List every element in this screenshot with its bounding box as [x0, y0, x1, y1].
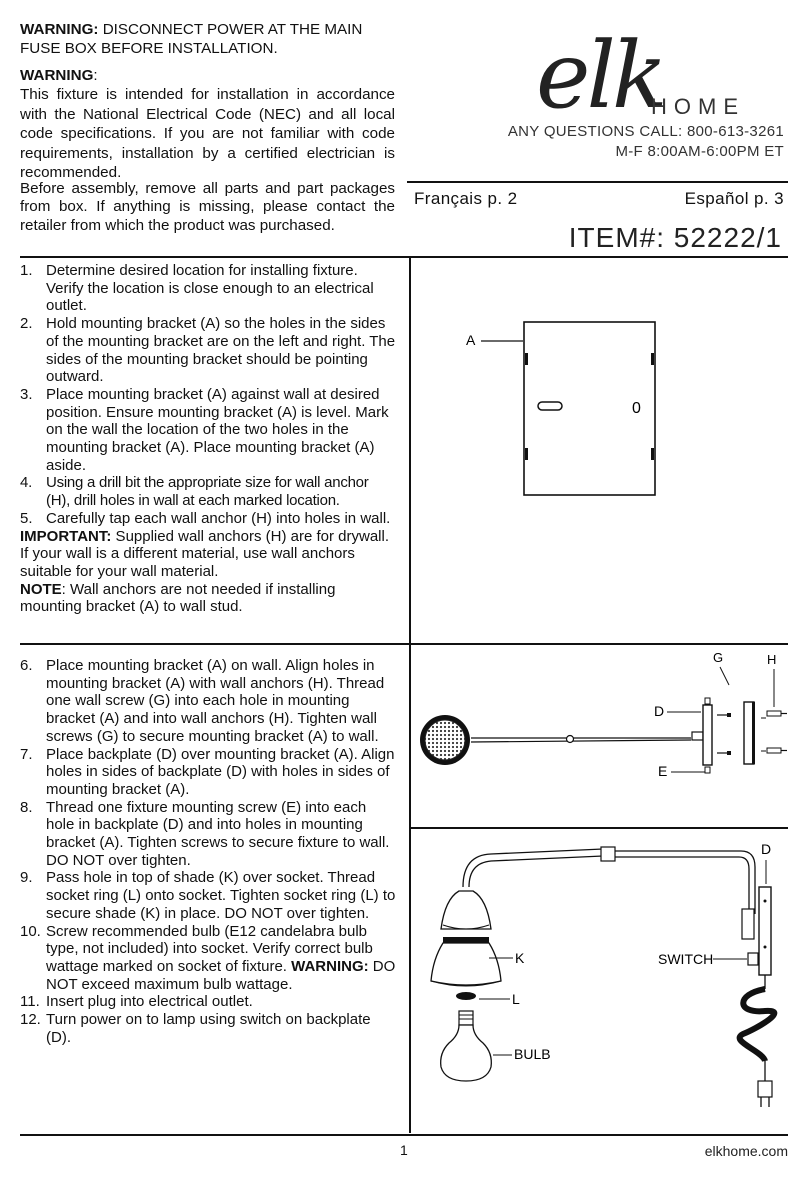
backplate — [703, 705, 712, 765]
step-item: 1. Determine desired location for installing fixture. Verify the location is close enough to an electrical outlet. — [20, 262, 374, 315]
bracket-slot — [538, 402, 562, 410]
label-switch: SWITCH — [658, 951, 714, 967]
step-item: 5. Carefully tap each wall anchor (H) into holes in wall. — [20, 509, 391, 527]
footer-divider — [20, 1134, 788, 1136]
plug — [758, 1081, 772, 1107]
warning-code: WARNING: This fixture is intended for installation in accordance with the National Electrical Code (NEC) and all local code specifications. If you are not familiar with code requirements, installation by a certified electrician is recommended. — [20, 67, 395, 182]
french-link[interactable]: Français p. 2 — [414, 189, 518, 208]
label-bulb: BULB — [514, 1046, 551, 1062]
steps-section-2 — [20, 657, 396, 1046]
step-item: 8. Thread one fixture mounting screw (E) into each hole in backplate (D) and into holes in mounting bracket (A). Tighten screws to secure fixture to wall. DO NOT over tighten. — [20, 798, 390, 869]
bulb — [441, 1011, 492, 1081]
label-l: L — [512, 991, 520, 1007]
contact-phone: ANY QUESTIONS CALL: 800-613-3261 — [507, 123, 784, 140]
label-d: D — [654, 703, 665, 719]
warning-disconnect — [20, 20, 395, 58]
step-item: 4. Using a drill bit the appropriate size for wall anchor (H), drill holes in wall at each marked location. — [20, 474, 369, 510]
contact-hours: M-F 8:00AM-6:00PM ET — [615, 143, 784, 160]
switch — [748, 953, 758, 965]
shade-k — [431, 943, 501, 985]
step-item: 2. Hold mounting bracket (A) so the holes in the sides of the mounting bracket are on the left and right. The sides of the mounting bracket should be pointing outward. — [20, 315, 396, 386]
step-item: 12. Turn power on to lamp using switch on backplate (D). — [20, 1011, 371, 1046]
shade-assembled — [441, 891, 491, 929]
bracket-diagram — [411, 258, 788, 643]
label-a: A — [466, 332, 476, 348]
spanish-link[interactable]: Español p. 3 — [684, 189, 784, 208]
socket-ring-l — [456, 992, 476, 1000]
label-k: K — [515, 950, 525, 966]
stud-note: NOTE: Wall anchors are not needed if installing mounting bracket (A) to wall stud. — [20, 580, 336, 616]
page-number: 1 — [400, 1142, 408, 1158]
bracket-mark: 0 — [632, 400, 641, 417]
step-item: 11. Insert plug into electrical outlet. — [20, 993, 253, 1011]
wall-anchor-top — [767, 711, 787, 716]
step-item: 7. Place backplate (D) over mounting bracket (A). Align holes in sides of backplate (D) with holes in sides of mounting bracket (A). — [20, 745, 395, 798]
label-e: E — [658, 763, 668, 779]
warning-code-text: This fixture is intended for installation in accordance with the National Electrical Code (NEC) and all local code specifications. If you are not familiar with code requirements, installation by a certified electrician is recommended. — [20, 86, 395, 182]
step-item: 6. Place mounting bracket (A) on wall. Align holes in mounting bracket (A) with wall anchors (H). Thread one wall screw (G) into each hole in mounting bracket (A) and into wall anchors (H). Tighten wall screws (G) to secure mounting bracket (A) to wall. — [20, 657, 385, 745]
website[interactable]: elkhome.com — [704, 1143, 788, 1159]
power-cord — [740, 989, 775, 1061]
step-item: 3. Place mounting bracket (A) against wall at desired position. Ensure mounting bracket (A) is level. Mark on the wall the location of the two holes in the mounting bracket (A). Place mounting bracket (A) aside. — [20, 385, 389, 474]
before-assembly-text: Before assembly, remove all parts and part packages from box. If anything is missing, please contact the retailer from which the product was purchased. — [20, 180, 395, 234]
step-item: 9. Pass hole in top of shade (K) over socket. Thread socket ring (L) onto socket. Tighten socket ring (L) to secure shade (K) in place. DO NOT over tighten. — [20, 869, 396, 922]
label-g: G — [713, 650, 724, 665]
warning-label: WARNING: — [20, 21, 99, 38]
logo-home: HOME — [651, 94, 745, 119]
divider — [407, 181, 788, 183]
step-item: 10. Screw recommended bulb (E12 candelabra bulb type, not included) into socket. Verify correct bulb wattage marked on socket of fixture. WARNING: DO NOT exceed maximum bulb wattage. — [20, 922, 396, 993]
warning-code-label: WARNING — [20, 67, 94, 84]
important-note: IMPORTANT: Supplied wall anchors (H) are for drywall. If your wall is a different material, use wall anchors suitable for your wall material. — [20, 527, 390, 580]
steps-section-1 — [20, 262, 396, 616]
label-d: D — [761, 841, 772, 857]
label-h: H — [767, 652, 777, 667]
wall-mount-diagram — [411, 645, 788, 827]
logo-elk: elk — [536, 22, 664, 129]
wall-anchor-bottom — [767, 748, 787, 753]
item-number: ITEM#: 52222/1 — [568, 222, 782, 253]
warning-text: DISCONNECT POWER AT THE MAIN FUSE BOX BEFORE INSTALLATION. — [20, 21, 363, 57]
lamp-assembly-diagram — [411, 829, 788, 1133]
